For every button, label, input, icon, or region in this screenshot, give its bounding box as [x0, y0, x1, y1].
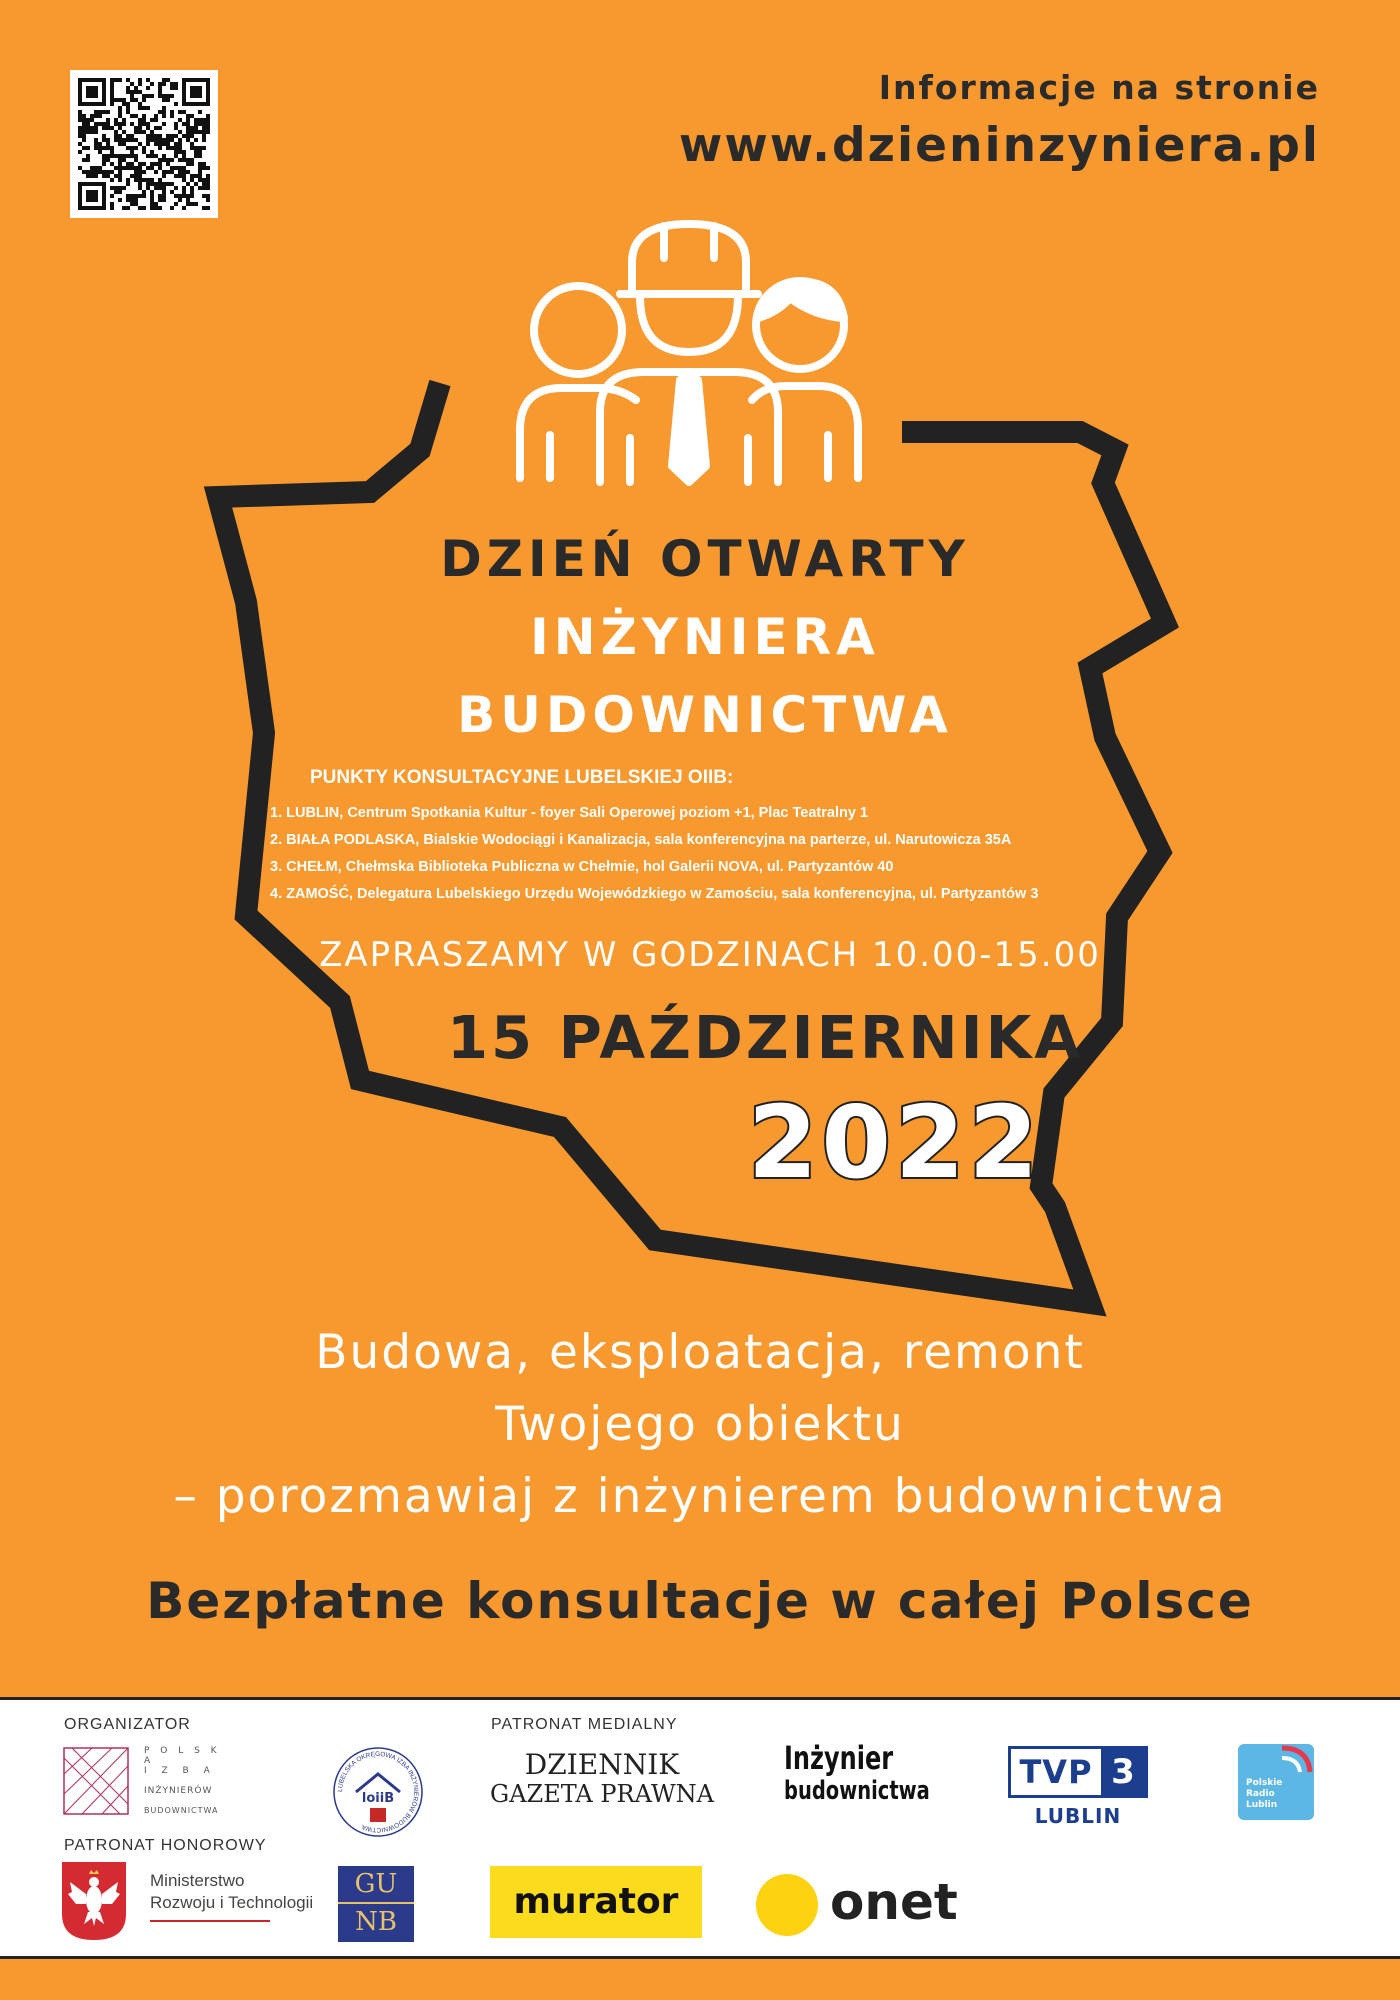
- opening-hours: ZAPRASZAMY W GODZINACH 10.00-15.00: [319, 935, 1101, 975]
- organizer-label: ORGANIZATOR: [64, 1716, 191, 1733]
- svg-text:loiiB: loiiB: [361, 1791, 395, 1806]
- event-date: 15 PAŹDZIERNIKA: [446, 1003, 1084, 1072]
- info-line: Informacje na stronie: [878, 68, 1320, 107]
- list-item: 1. LUBLIN, Centrum Spotkania Kultur - foyer Sali Operowej poziom +1, Plac Teatralny 1: [270, 805, 868, 821]
- honorary-patronage-label: PATRONAT HONOROWY: [64, 1837, 267, 1854]
- slogan-line-2: Twojego obiektu: [495, 1397, 905, 1452]
- consultation-points-title: PUNKTY KONSULTACYJNE LUBELSKIEJ OIIB:: [310, 767, 734, 788]
- title-line-3: BUDOWNICTWA: [457, 686, 953, 744]
- piib-logo[interactable]: P O L S K A I Z B A INŻYNIERÓW BUDOWNICTWA: [62, 1744, 232, 1818]
- piib-emblem-icon: [62, 1744, 132, 1818]
- slogan-line-3: – porozmawiaj z inżynierem budownictwa: [173, 1469, 1227, 1524]
- murator-logo[interactable]: murator: [490, 1866, 702, 1938]
- consultation-points-list: [270, 800, 1038, 908]
- engineer-center-icon: [600, 224, 778, 482]
- gunb-logo[interactable]: GU NB: [338, 1866, 414, 1942]
- list-item: 4. ZAMOŚĆ, Delegatura Lubelskiego Urzędu Wojewódzkiego w Zamościu, sala konferencyjna, ul. Partyzantów 3: [270, 886, 1039, 902]
- onet-dot-icon: [756, 1874, 818, 1936]
- polskie-radio-lublin-logo[interactable]: Polskie Radio Lublin: [1238, 1744, 1314, 1820]
- event-year: [745, 1085, 1045, 1195]
- free-consultations: Bezpłatne konsultacje w całej Polsce: [146, 1572, 1254, 1630]
- list-item: 3. CHEŁM, Chełmska Biblioteka Publiczna w Chełmie, hol Galerii NOVA, ul. Partyzantów 40: [270, 859, 894, 875]
- person-left-icon: [520, 286, 636, 478]
- inzynier-budownictwa-logo[interactable]: Inżynier budownictwa: [784, 1739, 930, 1806]
- dziennik-gazeta-prawna-logo[interactable]: DZIENNIK GAZETA PRAWNA: [490, 1748, 714, 1808]
- logo-panel: [0, 1697, 1400, 1959]
- ministry-logo[interactable]: Ministerstwo Rozwoju i Technologii: [150, 1870, 313, 1922]
- list-item: 2. BIAŁA PODLASKA, Bialskie Wodociągi i Kanalizacja, sala konferencyjna na parterze, ul. Narutowicza 35A: [270, 832, 1012, 848]
- lubelska-oiib-logo[interactable]: [330, 1744, 426, 1840]
- svg-text:LUBELSKA OKRĘGOWA IZBA INŻYNIE: LUBELSKA OKRĘGOWA IZBA INŻYNIERÓW BUDOWNICTWA: [336, 1750, 420, 1834]
- polish-coat-of-arms: [62, 1862, 126, 1940]
- tvp3-lublin-logo[interactable]: TVP 3 LUBLIN: [1008, 1746, 1148, 1828]
- media-patronage-label: PATRONAT MEDIALNY: [491, 1716, 678, 1733]
- title-line-2: INŻYNIERA: [530, 608, 880, 666]
- people-icon: [520, 224, 858, 482]
- onet-logo[interactable]: onet: [756, 1870, 976, 1940]
- title-line-1: DZIEŃ OTWARTY: [440, 530, 970, 588]
- year-text: 2022: [747, 1085, 1043, 1195]
- website-link[interactable]: www.dzieninzyniera.pl: [678, 118, 1320, 173]
- radio-wave-icon: [1278, 1744, 1314, 1774]
- slogan-line-1: Budowa, eksploatacja, remont: [315, 1325, 1085, 1380]
